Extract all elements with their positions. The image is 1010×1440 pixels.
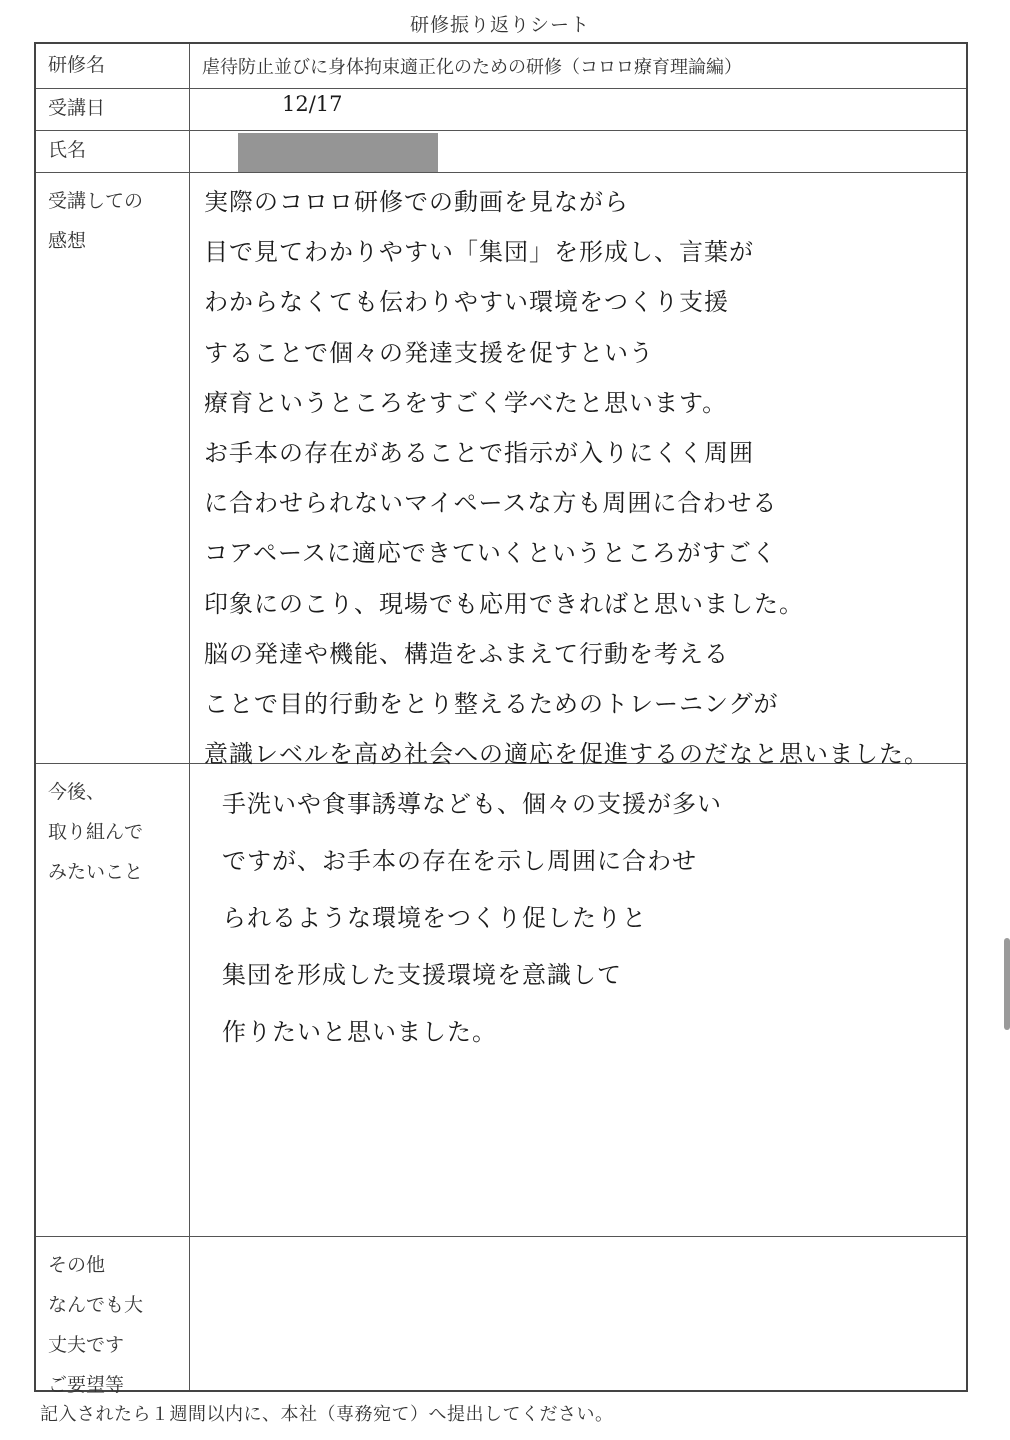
page-title: 研修振り返りシート [409,14,590,36]
person-name-cell [190,131,966,172]
course-name-value: 虐待防止並びに身体拘束適正化のための研修（コロロ療育理論編） [202,57,742,78]
future-plans-label: 今後、 取り組んで みたいこと [36,764,190,1236]
course-name-label: 研修名 [36,44,190,88]
row-person-name [36,131,966,173]
other-requests-cell [190,1237,966,1390]
row-impressions [36,173,966,769]
future-plans-text: 手洗いや食事誘導なども、個々の支援が多い ですが、お手本の存在を示し周囲に合わせ られるような環境をつくり促したりと 集団を形成した支援環境を意識して 作りたいと思いました。 [222,790,722,1046]
attendance-date-cell [190,89,966,130]
attendance-date-label: 受講日 [36,89,190,130]
scrollbar-thumb[interactable] [1004,938,1010,1030]
row-attendance-date [36,89,966,131]
impressions-text: 実際のコロロ研修での動画を見ながら 目で見てわかりやすい「集団」を形成し、言葉が わからなくても伝わりやすい環境をつくり支援 することで個々の発達支援を促すという 療育というところをすごく学べたと思います。 お手本の存在があることで指示が入りにくく周囲 に合わせられないマイペースな方も周囲に合わせる コアペースに適応できていくというところがすごく 印象にのこり、現場でも応用できればと思いました。 脳の発達や機能、構造をふまえて行動を考える ことで目的行動をとり整えるためのトレーニングが 意識レベルを高め社会への適応を促進するのだなと思いました。 [204,188,929,769]
submission-instruction: 記入されたら１週間以内に、本社（専務宛て）へ提出してください。 [40,1404,614,1425]
row-future-plans [36,764,966,1237]
review-sheet-table [34,42,968,1396]
other-requests-label: その他 なんでも大 丈夫です ご要望等 [36,1237,190,1390]
row-other-requests [36,1237,966,1396]
future-plans-cell [190,764,966,1236]
impressions-label: 受講しての 感想 [36,173,190,763]
person-name-label: 氏名 [36,131,190,172]
row-course-name [36,44,966,89]
attendance-date-value: 12/17 [282,92,343,116]
name-redaction-box [238,133,438,172]
impressions-cell [190,173,966,769]
course-name-cell [190,44,966,88]
